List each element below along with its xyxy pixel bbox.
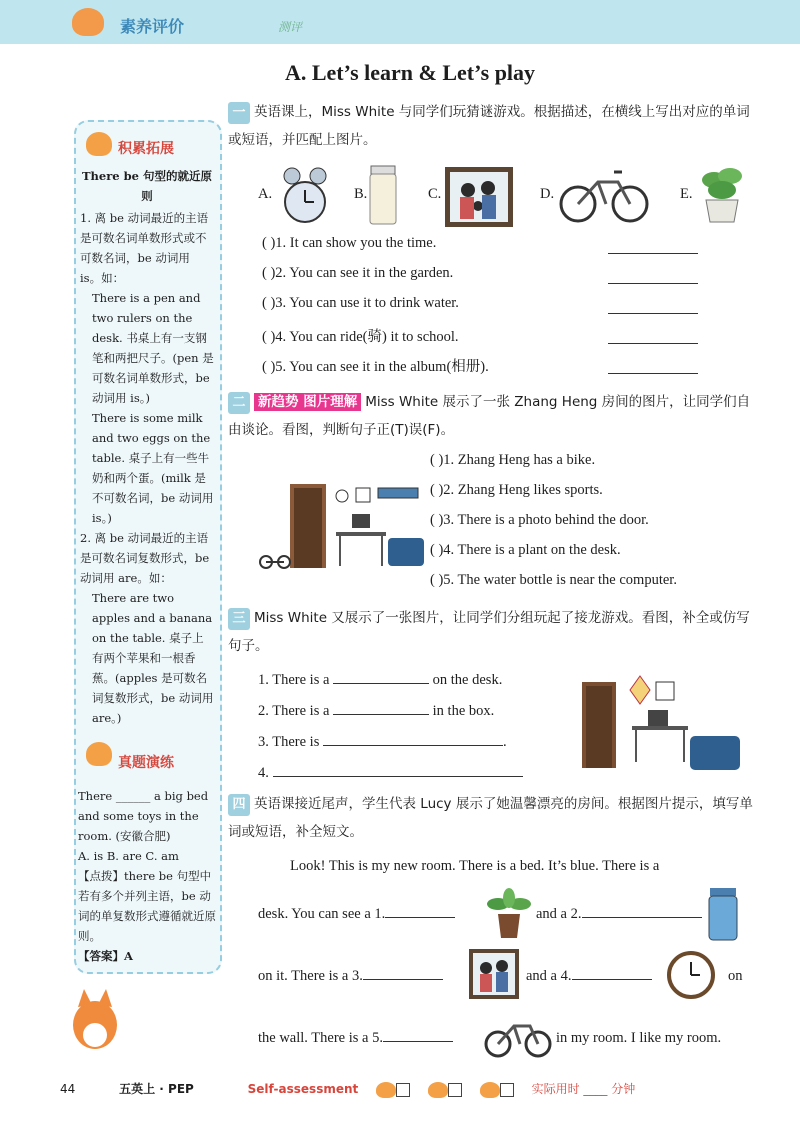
- footer: [60, 1080, 750, 1098]
- answer-blank[interactable]: [385, 917, 455, 918]
- rule2: 2. 离 be 动词最近的主语是可数名词复数形式，be 动词用 are。如：: [80, 531, 210, 585]
- rule-title: There be 句型的就近原则: [82, 169, 212, 203]
- section-number: 一: [228, 102, 250, 124]
- family-photo-icon: [444, 166, 514, 232]
- section3-lines: [258, 672, 558, 796]
- rule1-example2: There is some milk and two eggs on the table. 桌子上有一些牛奶和两个蛋。(milk 是不可数名词，be 动词用 is。): [92, 411, 214, 525]
- trend-tag: 新趋势 图片理解: [254, 393, 361, 411]
- section2-instruction: 二 新趋势 图片理解 Miss White 展示了一张 Zhang Heng 房间的图片，让同学们自由谈论。看图，判断句子正(T)误(F)。: [228, 394, 751, 438]
- image-label-b: B.: [354, 186, 368, 202]
- answer-blank[interactable]: [383, 1041, 453, 1042]
- self-assessment-fox-1[interactable]: [376, 1082, 410, 1096]
- answer-blank[interactable]: [273, 776, 523, 777]
- image-label-c: C.: [428, 186, 442, 202]
- answer-blank[interactable]: [608, 373, 698, 374]
- passage-line-1: Look! This is my new room. There is a bed. It’s blue. There is a: [290, 858, 660, 874]
- question-3: ( )3. You can use it to drink water.: [262, 295, 722, 325]
- image-label-e: E.: [680, 186, 693, 202]
- answer-blank[interactable]: [363, 979, 443, 980]
- passage-line-3c: on: [728, 968, 743, 984]
- zhangheng-room-picture: [256, 478, 426, 578]
- page-number: 44: [60, 1082, 76, 1096]
- passage-line-4b: in my room. I like my room.: [556, 1030, 722, 1046]
- passage-line-3b: and a 4.: [526, 968, 652, 985]
- clock-picture-icon: [666, 950, 716, 1004]
- section3-instruction: 三 Miss White 又展示了一张图片，让同学们分组玩起了接龙游戏。看图，补全或仿写句子。: [228, 610, 750, 654]
- rule1: 1. 离 be 动词最近的主语是可数名词单数形式或不可数名词，be 动词用 is。如：: [80, 211, 209, 285]
- question-4: ( )4. You can ride(骑) it to school.: [262, 325, 722, 355]
- checkbox[interactable]: [448, 1083, 462, 1097]
- plant-picture-icon: [486, 888, 532, 944]
- answer-blank[interactable]: [333, 714, 429, 715]
- fox-icon: [376, 1082, 396, 1098]
- family-photo-picture-icon: [468, 948, 520, 1004]
- fox-icon: [86, 132, 112, 156]
- fox-icon: [428, 1082, 448, 1098]
- time-spent-label: 实际用时 ____ 分钟: [531, 1082, 636, 1096]
- image-label-a: A.: [258, 186, 273, 202]
- bicycle-icon: [558, 164, 650, 228]
- question-5: ( )5. You can see it in the album(相册).: [262, 355, 722, 385]
- sidebar-section2-title: 真题演练: [118, 755, 174, 771]
- fill-line-3: 3. There is .: [258, 734, 507, 750]
- answer-blank[interactable]: [582, 917, 702, 918]
- question-2: ( )2. You can see it in the garden.: [262, 265, 722, 295]
- self-assessment-fox-3[interactable]: [480, 1082, 514, 1096]
- fill-line-4: 4.: [258, 765, 558, 796]
- image-label-d: D.: [540, 186, 555, 202]
- passage-line-4: the wall. There is a 5.: [258, 1030, 453, 1047]
- exercise-answer: 【答案】A: [78, 949, 133, 963]
- section1-instruction: 一 英语课上，Miss White 与同学们玩猜谜游戏。根据描述，在横线上写出对应的单词或短语，并匹配上图片。: [228, 104, 750, 148]
- answer-blank[interactable]: [608, 313, 698, 314]
- water-bottle-icon: [368, 164, 398, 230]
- book-label: 五英上 · PEP: [119, 1082, 194, 1096]
- rule2-example: There are two apples and a banana on the table. 桌子上有两个苹果和一根香蕉。(apples 是可数名词复数形式，be 动词用 are。): [92, 591, 214, 725]
- bottle-picture-icon: [706, 886, 740, 946]
- answer-blank[interactable]: [323, 745, 503, 746]
- section1-questions: [262, 235, 722, 385]
- header-title: 素养评价: [120, 17, 185, 36]
- tf-question-4: ( )4. There is a plant on the desk.: [430, 542, 621, 558]
- header-subtitle: 测评: [278, 20, 303, 34]
- header-bar: [0, 0, 800, 44]
- answer-blank[interactable]: [333, 683, 429, 684]
- answer-blank[interactable]: [608, 343, 698, 344]
- tf-question-1: ( )1. Zhang Heng has a bike.: [430, 452, 596, 468]
- sidebar-section1-title: 积累拓展: [118, 141, 174, 157]
- sidebar: [74, 120, 222, 974]
- exercise-tip: 【点拨】there be 句型中若有多个并列主语，be 动词的单复数形式遵循就近原则。: [78, 869, 216, 943]
- potted-plant-icon: [698, 164, 746, 228]
- bicycle-picture-icon: [484, 1012, 552, 1064]
- room-picture-2: [574, 672, 744, 782]
- fox-icon: [86, 742, 112, 766]
- exercise-question: There ______ a big bed and some toys in the room. (安徽合肥): [78, 789, 209, 843]
- passage-line-2: desk. You can see a 1.: [258, 906, 455, 923]
- self-assessment-label: Self-assessment: [247, 1082, 359, 1096]
- checkbox[interactable]: [396, 1083, 410, 1097]
- fox-mascot-icon: [60, 985, 130, 1055]
- exercise-options: A. is B. are C. am: [78, 849, 179, 863]
- tf-question-2: ( )2. Zhang Heng likes sports.: [430, 482, 603, 498]
- passage-line-3: on it. There is a 3.: [258, 968, 443, 985]
- alarm-clock-icon: [280, 166, 330, 230]
- section4-instruction: 四 英语课接近尾声，学生代表 Lucy 展示了她温馨漂亮的房间。根据图片提示，填写单词或短语，补全短文。: [228, 796, 753, 840]
- tf-question-5: ( )5. The water bottle is near the computer.: [430, 572, 677, 588]
- question-1: ( )1. It can show you the time.: [262, 235, 722, 265]
- fox-logo-icon: [72, 8, 104, 36]
- checkbox[interactable]: [500, 1083, 514, 1097]
- answer-blank[interactable]: [608, 253, 698, 254]
- answer-blank[interactable]: [608, 283, 698, 284]
- rule1-example1: There is a pen and two rulers on the desk. 书桌上有一支钢笔和两把尺子。(pen 是可数名词单数形式，be 动词用 is。): [92, 291, 214, 405]
- passage-line-2b: and a 2.: [536, 906, 702, 923]
- fill-line-2: 2. There is a in the box.: [258, 703, 495, 719]
- self-assessment-fox-2[interactable]: [428, 1082, 462, 1096]
- page-title: A. Let’s learn & Let’s play: [284, 60, 536, 85]
- fox-icon: [480, 1082, 500, 1098]
- tf-question-3: ( )3. There is a photo behind the door.: [430, 512, 649, 528]
- section2-questions: [430, 452, 750, 602]
- answer-blank[interactable]: [572, 979, 652, 980]
- fill-line-1: 1. There is a on the desk.: [258, 672, 503, 688]
